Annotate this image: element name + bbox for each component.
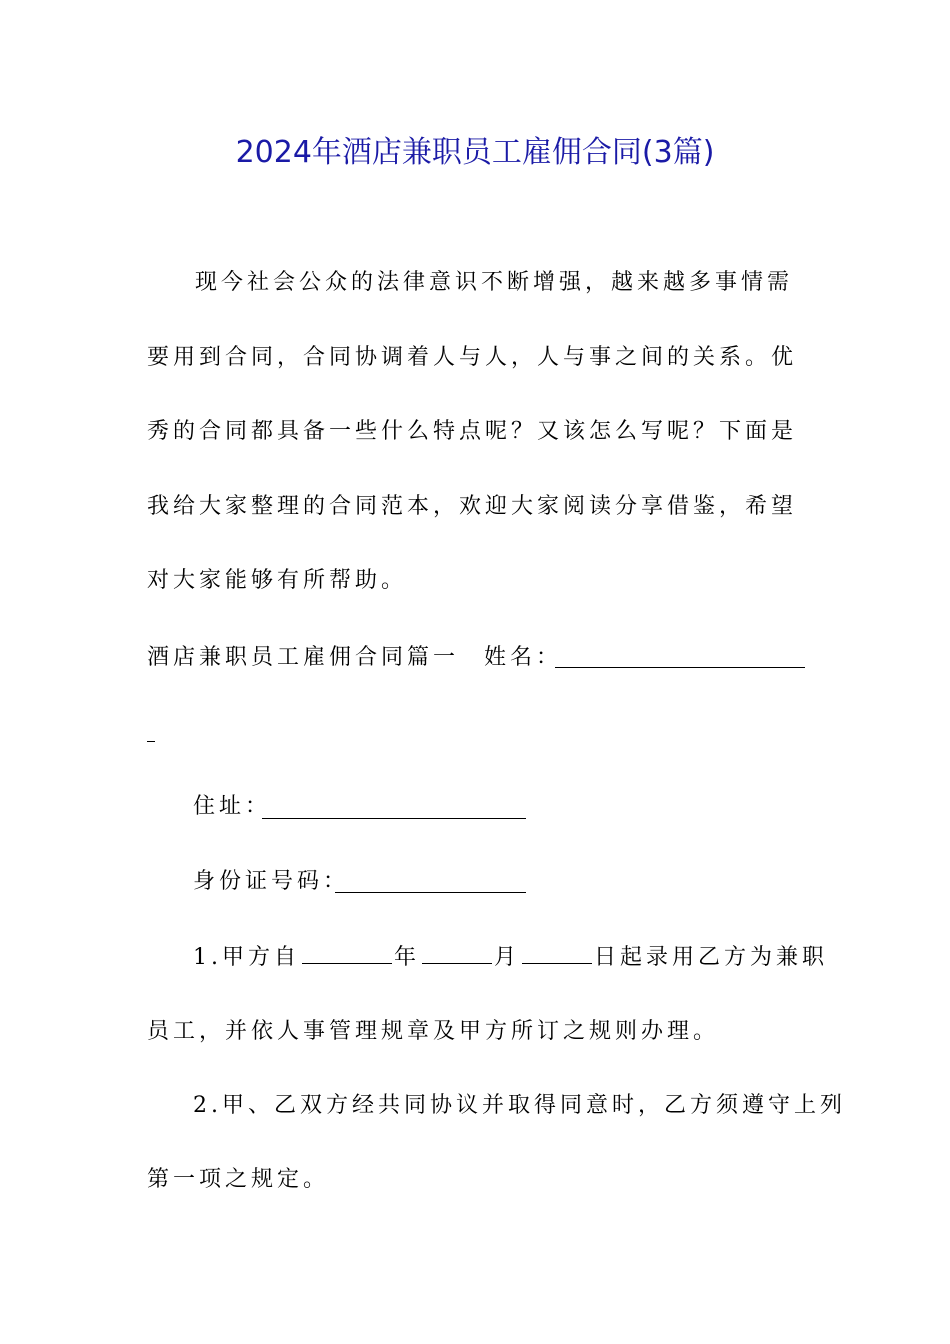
name-field-line bbox=[484, 638, 562, 678]
id-line bbox=[193, 862, 349, 902]
name-blank-continuation bbox=[147, 741, 155, 742]
clause2-cont: 第一项之规定。 bbox=[147, 1167, 330, 1192]
clause2-part1: 2.甲、乙双方经共同协议并取得同意时，乙方须遵守上列 bbox=[193, 1093, 846, 1118]
clause1-line bbox=[193, 937, 828, 978]
clause1-part2: 日起录用乙方为兼职 bbox=[594, 945, 829, 970]
clause1-year-label: 年 bbox=[394, 945, 421, 970]
day-blank bbox=[522, 937, 592, 964]
id-label: 身份证号码： bbox=[193, 869, 350, 894]
address-label: 住址： bbox=[193, 794, 272, 819]
year-blank bbox=[302, 937, 392, 964]
section-heading-line bbox=[147, 638, 459, 678]
clause1-part1: 1.甲方自 bbox=[193, 945, 300, 970]
clause2-line bbox=[193, 1086, 846, 1126]
month-blank bbox=[422, 937, 492, 964]
name-blank bbox=[555, 667, 805, 668]
clause2-continuation bbox=[147, 1160, 329, 1200]
clause1-continuation bbox=[147, 1012, 719, 1052]
document-title: 2024年酒店兼职员工雇佣合同(3篇) bbox=[235, 135, 715, 170]
intro-paragraph: 现今社会公众的法律意识不断增强，越来越多事情需要用到合同，合同协调着人与人，人与事之间的关系。优秀的合同都具备一些什么特点呢？又该怎么写呢？下面是我给大家整理的合同范本，欢迎大家阅读分享借鉴，希望对大家能够有所帮助。 bbox=[147, 270, 798, 593]
address-blank bbox=[262, 818, 526, 819]
address-line bbox=[193, 787, 271, 827]
clause1-month-label: 月 bbox=[494, 945, 521, 970]
clause1-cont: 员工，并依人事管理规章及甲方所订之规则办理。 bbox=[147, 1019, 720, 1044]
name-label: 姓名： bbox=[484, 645, 563, 670]
section-heading: 酒店兼职员工雇佣合同篇一 bbox=[147, 645, 460, 670]
id-blank bbox=[335, 892, 526, 893]
